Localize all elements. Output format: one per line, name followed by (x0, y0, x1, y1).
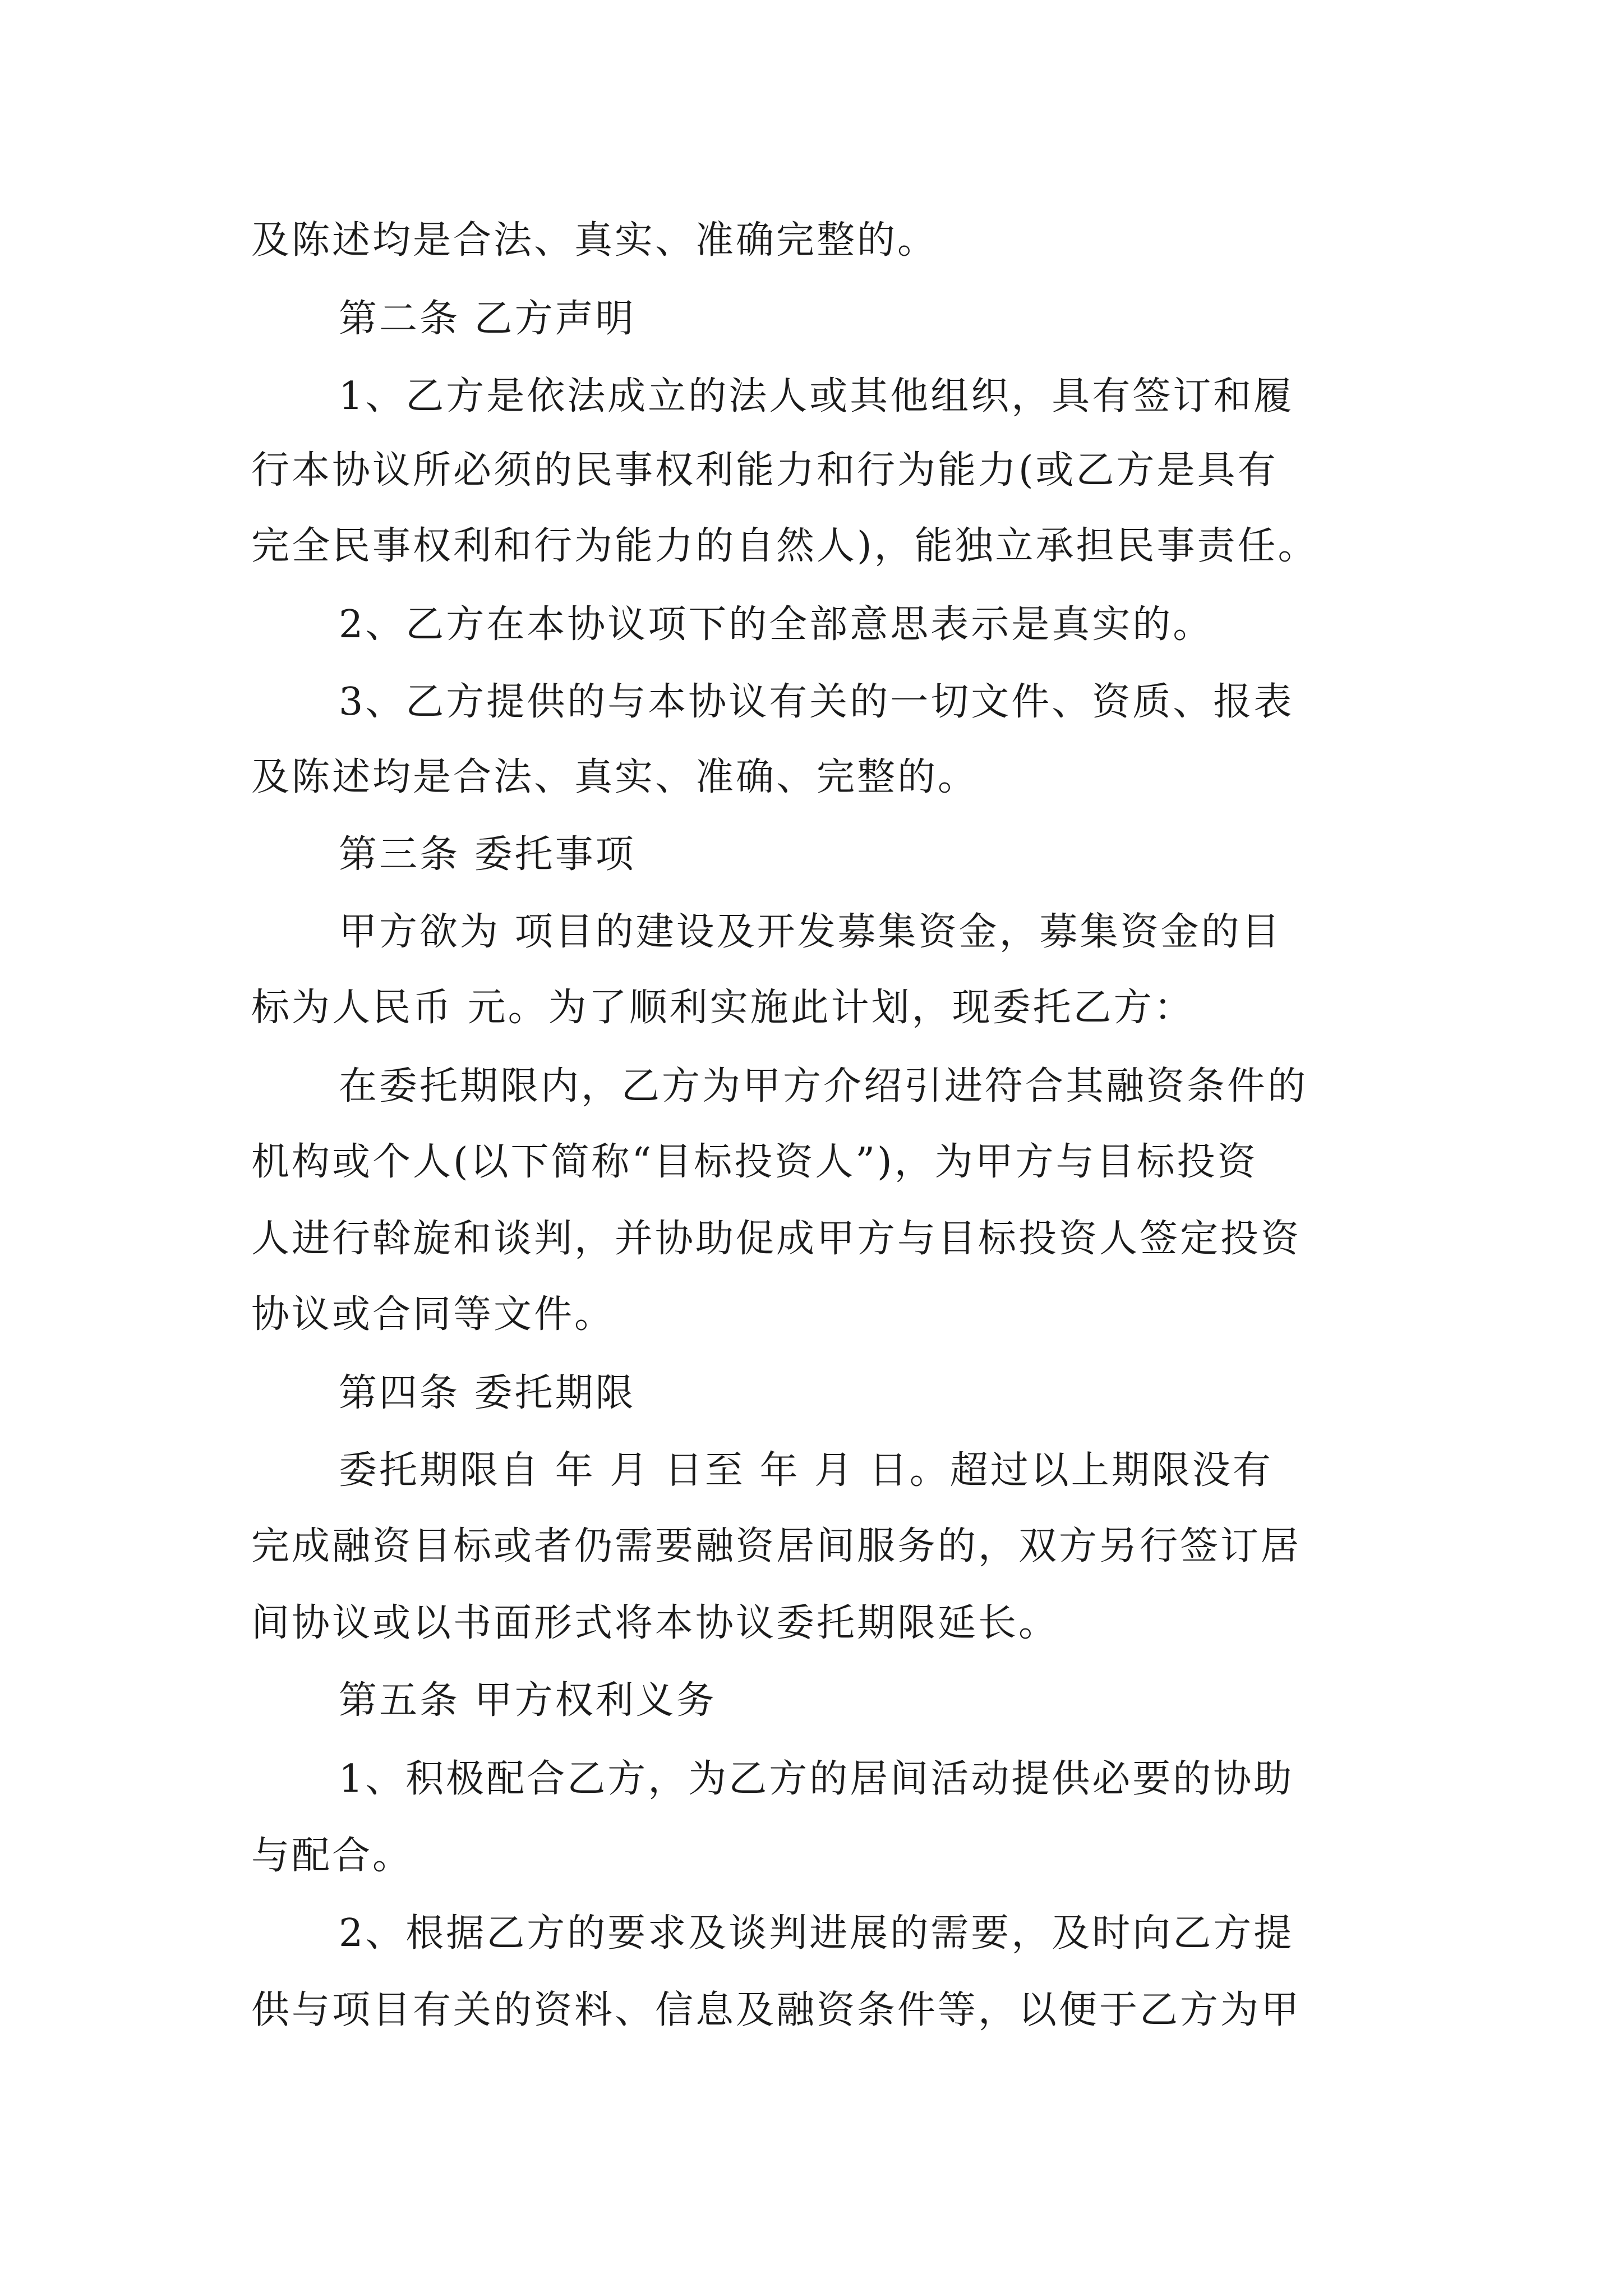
text-line: 1、积极配合乙方，为乙方的居间活动提供必要的协助 (339, 1757, 1294, 1801)
text-line: 协议或合同等文件。 (251, 1292, 615, 1337)
text-line: 标为人民币 元。为了顺利实施此计划，现委托乙方： (251, 986, 1195, 1030)
text-line: 与配合。 (251, 1834, 413, 1878)
text-line: 委托期限自 年 月 日至 年 月 日。超过以上期限没有 (339, 1448, 1273, 1493)
text-line: 在委托期限内，乙方为甲方介绍引进符合其融资条件的 (339, 1064, 1308, 1108)
text-line: 完成融资目标或者仍需要融资居间服务的，双方另行签订居 (251, 1524, 1302, 1568)
text-line: 及陈述均是合法、真实、准确、完整的。 (251, 755, 979, 799)
text-line: 2、乙方在本协议项下的全部意思表示是真实的。 (339, 602, 1214, 647)
text-line: 及陈述均是合法、真实、准确完整的。 (251, 218, 938, 263)
text-line: 1、乙方是依法成立的法人或其他组织，具有签订和履 (339, 374, 1294, 418)
section-heading-article-4: 第四条 委托期限 (339, 1371, 636, 1415)
section-heading-article-5: 第五条 甲方权利义务 (339, 1678, 717, 1723)
text-line: 行本协议所必须的民事权利能力和行为能力(或乙方是具有 (251, 448, 1278, 493)
text-line: 3、乙方提供的与本协议有关的一切文件、资质、报表 (339, 680, 1294, 724)
text-line: 人进行斡旋和谈判，并协助促成甲方与目标投资人签定投资 (251, 1217, 1302, 1261)
section-heading-article-2: 第二条 乙方声明 (339, 297, 636, 341)
text-line: 间协议或以书面形式将本协议委托期限延长。 (251, 1601, 1059, 1645)
text-line: 完全民事权利和行为能力的自然人)，能独立承担民事责任。 (251, 524, 1318, 568)
text-line: 2、根据乙方的要求及谈判进展的需要，及时向乙方提 (339, 1911, 1294, 1955)
section-heading-article-3: 第三条 委托事项 (339, 832, 636, 877)
text-line: 机构或个人(以下简称“目标投资人”)，为甲方与目标投资 (251, 1140, 1258, 1184)
text-line: 甲方欲为 项目的建设及开发募集资金，募集资金的目 (339, 910, 1282, 954)
text-line: 供与项目有关的资料、信息及融资条件等，以便于乙方为甲 (251, 1988, 1302, 2032)
